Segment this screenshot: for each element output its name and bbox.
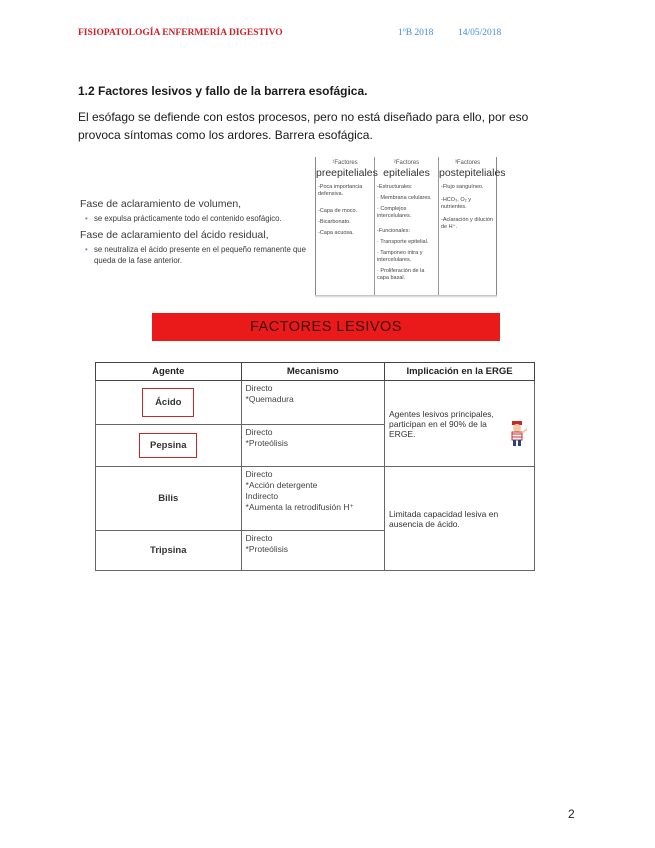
agent-tripsina: Tripsina bbox=[150, 545, 187, 556]
slide-shadow bbox=[315, 295, 497, 298]
mechanism-cell bbox=[241, 467, 384, 531]
agent-cell bbox=[96, 425, 242, 467]
lesive-factors-table bbox=[95, 362, 535, 571]
col-item: -Bicarbonato. bbox=[318, 219, 351, 225]
agent-cell bbox=[96, 381, 242, 425]
col-item: -Flujo sanguíneo. bbox=[441, 184, 484, 190]
col-header-agent: Agente bbox=[96, 363, 242, 381]
col-item: -Capa acuosa. bbox=[318, 230, 354, 236]
implication-text: Agentes lesivos principales, participan en el 90% de la ERGE. bbox=[389, 408, 494, 439]
mechanism-line: *Aumenta la retrodifusión H⁺ bbox=[245, 502, 354, 512]
section-heading: 1.2 Factores lesivos y fallo de la barrera esofágica. bbox=[78, 84, 368, 98]
col-prefix: ¹Factores bbox=[332, 160, 358, 166]
phase-1-title: Fase de aclaramiento de volumen, bbox=[80, 198, 242, 210]
col-item: · Proliferación de la capa basal. bbox=[377, 268, 425, 281]
implication-text: Limitada capacidad lesiva en ausencia de ácido. bbox=[389, 508, 499, 529]
phase-1-detail: • se expulsa prácticamente todo el contenido esofágico. bbox=[80, 213, 310, 224]
agent-cell bbox=[96, 467, 242, 531]
mechanism-line: Directo bbox=[245, 533, 273, 543]
col-item: · Membrana celulares. bbox=[377, 195, 432, 201]
col-item: -Aclaración y dilución de H⁺. bbox=[441, 217, 493, 230]
factores-lesivos-banner: FACTORES LESIVOS bbox=[152, 313, 500, 341]
mechanism-line: Directo bbox=[245, 427, 273, 437]
defense-factors-table bbox=[315, 157, 506, 296]
table-row bbox=[96, 381, 535, 425]
agent-bilis: Bilis bbox=[158, 493, 179, 504]
col-item: · Transporte epitelial. bbox=[377, 239, 429, 245]
agent-cell bbox=[96, 531, 242, 571]
implication-cell bbox=[385, 467, 535, 571]
col-item: -Capa de moco. bbox=[318, 208, 358, 214]
implication-cell bbox=[385, 381, 535, 467]
mechanism-cell bbox=[241, 381, 384, 425]
table-row bbox=[96, 467, 535, 531]
col-prefix: ³Factores bbox=[454, 160, 481, 166]
phase-2-detail: • se neutraliza el ácido presente en el pequeño remanente que queda de la fase anterior. bbox=[80, 244, 310, 266]
col-name: preepiteliales bbox=[316, 167, 378, 179]
mechanism-line: Directo bbox=[245, 469, 273, 479]
agent-acido: Ácido bbox=[142, 388, 194, 417]
agent-pepsina: Pepsina bbox=[139, 433, 197, 458]
page-number: 2 bbox=[568, 807, 575, 821]
cartoon-character-icon bbox=[506, 419, 528, 447]
mechanism-line: *Quemadura bbox=[245, 394, 294, 404]
col-preepithelial bbox=[316, 157, 378, 295]
col-header-mechanism: Mecanismo bbox=[241, 363, 384, 381]
intro-paragraph: El esófago se defiende con estos procesos, pero no está diseñado para ello, por eso provoca síntomas como los ardores. Barrera esofágica. bbox=[78, 110, 529, 142]
mechanism-line: Directo bbox=[245, 383, 273, 393]
col-item: -Poca importancia defensiva. bbox=[318, 184, 363, 197]
col-prefix: ²Factores bbox=[393, 160, 420, 166]
col-item: · Complejos intercelulares. bbox=[377, 206, 412, 219]
col-name: postepiteliales bbox=[439, 167, 506, 179]
phase-2-title: Fase de aclaramiento del ácido residual, bbox=[80, 229, 269, 241]
header-course: 1ºB 2018 bbox=[398, 28, 434, 38]
header-title: FISIOPATOLOGÍA ENFERMERÍA DIGESTIVO bbox=[78, 28, 283, 38]
clearance-phases bbox=[80, 199, 310, 272]
header-date: 14/05/2018 bbox=[458, 28, 502, 38]
mechanism-line: *Proteólisis bbox=[245, 438, 289, 448]
mechanism-line: *Proteólisis bbox=[245, 544, 289, 554]
col-item: -Estructurales: bbox=[377, 184, 413, 190]
defense-slide-image bbox=[75, 155, 506, 300]
col-item: · Tamponeo intra y intercelulares. bbox=[377, 250, 423, 263]
mechanism-line: Indirecto bbox=[245, 491, 279, 501]
col-item: -HCO₃, O₂ y nutrientes. bbox=[441, 197, 472, 210]
mechanism-cell bbox=[241, 425, 384, 467]
col-item: -Funcionales: bbox=[377, 228, 411, 234]
mechanism-line: *Acción detergente bbox=[245, 480, 318, 490]
col-postepithelial bbox=[439, 157, 506, 295]
mechanism-cell bbox=[241, 531, 384, 571]
col-epithelial bbox=[375, 157, 439, 295]
col-name: epiteliales bbox=[383, 167, 430, 179]
col-header-implication: Implicación en la ERGE bbox=[385, 363, 535, 381]
